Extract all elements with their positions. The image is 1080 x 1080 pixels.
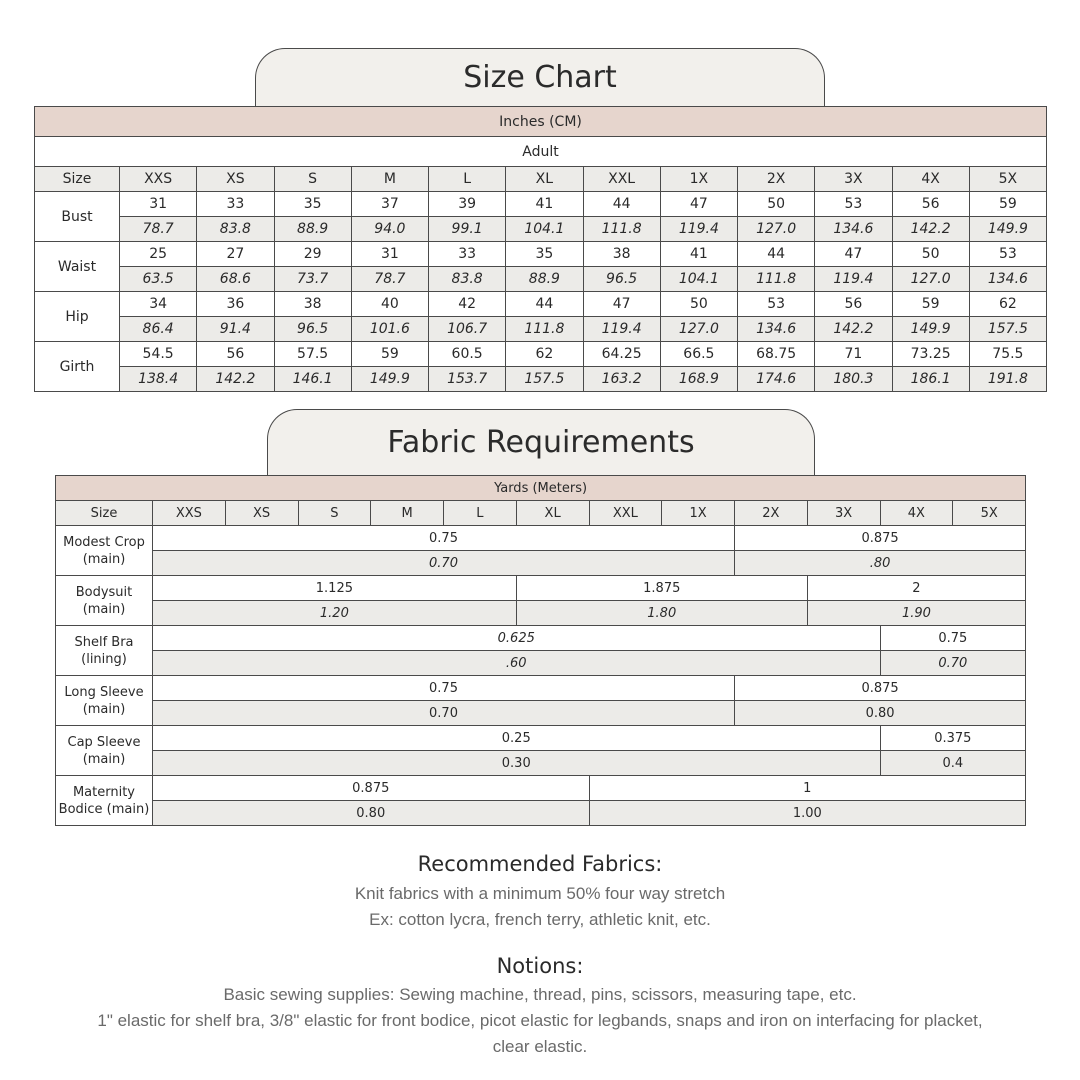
size-chart-cm-cell: 91.4 (197, 317, 274, 342)
fabric-meters-cell: 1.90 (807, 601, 1025, 626)
size-chart-cm-cell: 104.1 (660, 267, 737, 292)
size-chart-cm-cell: 119.4 (583, 317, 660, 342)
fabric-meters-cell: 0.80 (153, 801, 590, 826)
size-chart-cm-cell: 63.5 (120, 267, 197, 292)
size-chart-size-header: 3X (815, 167, 892, 192)
size-chart-inches-cell: 68.75 (738, 342, 815, 367)
fabric-meters-cell: 0.70 (153, 551, 735, 576)
size-chart-inches-cell: 71 (815, 342, 892, 367)
size-chart-title: Size Chart (463, 60, 617, 95)
fabric-size-header: 2X (735, 501, 808, 526)
size-chart-cm-cell: 88.9 (506, 267, 583, 292)
fabric-size-header: 5X (953, 501, 1026, 526)
size-chart-inches-cell: 36 (197, 292, 274, 317)
size-chart-cm-cell: 163.2 (583, 367, 660, 392)
size-chart-cm-cell: 119.4 (660, 217, 737, 242)
fabric-size-header: XXL (589, 501, 662, 526)
size-chart-inches-cell: 62 (969, 292, 1046, 317)
notions-line-2: 1" elastic for shelf bra, 3/8" elastic for front bodice, picot elastic for legbands, snaps and iron on interfacing for placket, (97, 1011, 983, 1030)
size-chart-inches-cell: 56 (815, 292, 892, 317)
fabric-size-header: XXS (153, 501, 226, 526)
size-chart-table (34, 106, 1047, 392)
size-chart-size-header: XS (197, 167, 274, 192)
size-chart-cm-cell: 134.6 (815, 217, 892, 242)
size-chart-cm-cell: 106.7 (429, 317, 506, 342)
size-chart-cm-cell: 142.2 (197, 367, 274, 392)
size-chart-cm-cell: 191.8 (969, 367, 1046, 392)
size-chart-inches-cell: 59 (892, 292, 969, 317)
size-chart-inches-cell: 56 (892, 192, 969, 217)
size-chart-cm-cell: 149.9 (351, 367, 428, 392)
fabric-meters-cell: 1.80 (516, 601, 807, 626)
size-chart-size-header: XL (506, 167, 583, 192)
fabric-meters-cell: .60 (153, 651, 881, 676)
fabric-meters-cell: 0.80 (735, 701, 1026, 726)
size-chart-inches-cell: 29 (274, 242, 351, 267)
size-chart-cm-cell: 83.8 (429, 267, 506, 292)
size-chart-cm-cell: 111.8 (583, 217, 660, 242)
fabric-size-header: 1X (662, 501, 735, 526)
size-chart-row-label: Hip (35, 292, 120, 342)
size-chart-cm-cell: 78.7 (120, 217, 197, 242)
size-chart-cm-cell: 174.6 (738, 367, 815, 392)
notions-line-1: Basic sewing supplies: Sewing machine, thread, pins, scissors, measuring tape, etc. (223, 985, 857, 1004)
size-chart-units-header: Inches (CM) (35, 107, 1047, 137)
size-chart-size-header: 1X (660, 167, 737, 192)
size-chart-cm-cell: 180.3 (815, 367, 892, 392)
size-chart-inches-cell: 44 (583, 192, 660, 217)
size-chart-inches-cell: 57.5 (274, 342, 351, 367)
size-chart-cm-cell: 78.7 (351, 267, 428, 292)
size-chart-cm-cell: 127.0 (738, 217, 815, 242)
fabric-meters-cell: 0.70 (880, 651, 1026, 676)
size-chart-size-header: S (274, 167, 351, 192)
size-chart-inches-cell: 59 (969, 192, 1046, 217)
size-chart-cm-cell: 149.9 (969, 217, 1046, 242)
size-chart-inches-cell: 59 (351, 342, 428, 367)
fabric-title-tab (267, 409, 815, 475)
size-chart-cm-cell: 138.4 (120, 367, 197, 392)
size-chart-inches-cell: 38 (274, 292, 351, 317)
fabric-yards-cell: 0.75 (153, 676, 735, 701)
size-chart-cm-cell: 96.5 (274, 317, 351, 342)
fabric-yards-cell: 0.75 (880, 626, 1026, 651)
size-chart-cm-cell: 127.0 (892, 267, 969, 292)
fabric-meters-cell: 1.20 (153, 601, 517, 626)
size-chart-inches-cell: 62 (506, 342, 583, 367)
size-chart-group-header: Adult (35, 137, 1047, 167)
size-chart-cm-cell: 153.7 (429, 367, 506, 392)
size-chart-cm-cell: 111.8 (506, 317, 583, 342)
size-chart-inches-cell: 31 (351, 242, 428, 267)
size-chart-inches-cell: 44 (738, 242, 815, 267)
size-chart-cm-cell: 94.0 (351, 217, 428, 242)
fabric-yards-cell: 0.375 (880, 726, 1026, 751)
fabric-size-label: Size (56, 501, 153, 526)
size-chart-cm-cell: 157.5 (506, 367, 583, 392)
size-chart-cm-cell: 134.6 (969, 267, 1046, 292)
fabric-size-header: L (444, 501, 517, 526)
size-chart-inches-cell: 33 (429, 242, 506, 267)
size-chart-size-header: 4X (892, 167, 969, 192)
fabric-yards-cell: 0.875 (735, 676, 1026, 701)
size-chart-cm-cell: 104.1 (506, 217, 583, 242)
size-chart-inches-cell: 38 (583, 242, 660, 267)
size-chart-inches-cell: 41 (506, 192, 583, 217)
size-chart-inches-cell: 35 (274, 192, 351, 217)
size-chart-cm-cell: 88.9 (274, 217, 351, 242)
size-chart-inches-cell: 53 (969, 242, 1046, 267)
size-chart-inches-cell: 60.5 (429, 342, 506, 367)
size-chart-inches-cell: 40 (351, 292, 428, 317)
fabric-size-header: 3X (807, 501, 880, 526)
size-chart-inches-cell: 44 (506, 292, 583, 317)
fabric-yards-cell: 1.875 (516, 576, 807, 601)
fabric-meters-cell: 0.30 (153, 751, 881, 776)
fabric-row-label: Bodysuit (main) (56, 576, 153, 626)
fabric-row-label: Modest Crop (main) (56, 526, 153, 576)
size-chart-cm-cell: 68.6 (197, 267, 274, 292)
notions-line-3: clear elastic. (492, 1037, 588, 1056)
size-chart-inches-cell: 41 (660, 242, 737, 267)
size-chart-inches-cell: 31 (120, 192, 197, 217)
size-chart-cm-cell: 134.6 (738, 317, 815, 342)
size-chart-inches-cell: 50 (892, 242, 969, 267)
size-chart-cm-cell: 73.7 (274, 267, 351, 292)
size-chart-inches-cell: 64.25 (583, 342, 660, 367)
size-chart-inches-cell: 75.5 (969, 342, 1046, 367)
size-chart-cm-cell: 168.9 (660, 367, 737, 392)
size-chart-inches-cell: 66.5 (660, 342, 737, 367)
size-chart-cm-cell: 142.2 (815, 317, 892, 342)
fabric-yards-cell: 2 (807, 576, 1025, 601)
recommended-line-1: Knit fabrics with a minimum 50% four way stretch (354, 884, 726, 903)
fabric-yards-cell: 1 (589, 776, 1026, 801)
size-chart-cm-cell: 99.1 (429, 217, 506, 242)
size-chart-cm-cell: 157.5 (969, 317, 1046, 342)
fabric-row-label: Long Sleeve (main) (56, 676, 153, 726)
size-chart-cm-cell: 111.8 (738, 267, 815, 292)
size-chart-size-label: Size (35, 167, 120, 192)
size-chart-inches-cell: 35 (506, 242, 583, 267)
size-chart-inches-cell: 42 (429, 292, 506, 317)
size-chart-cm-cell: 149.9 (892, 317, 969, 342)
fabric-yards-cell: 0.875 (153, 776, 590, 801)
size-chart-inches-cell: 50 (738, 192, 815, 217)
size-chart-cm-cell: 96.5 (583, 267, 660, 292)
fabric-meters-cell: 0.4 (880, 751, 1026, 776)
fabric-meters-cell: 1.00 (589, 801, 1026, 826)
recommended-line-2: Ex: cotton lycra, french terry, athletic knit, etc. (369, 910, 711, 929)
size-chart-inches-cell: 34 (120, 292, 197, 317)
size-chart-inches-cell: 37 (351, 192, 428, 217)
size-chart-inches-cell: 53 (815, 192, 892, 217)
size-chart-size-header: M (351, 167, 428, 192)
fabric-yards-cell: 0.625 (153, 626, 881, 651)
recommended-heading: Recommended Fabrics: (417, 852, 663, 876)
size-chart-cm-cell: 142.2 (892, 217, 969, 242)
size-chart-inches-cell: 53 (738, 292, 815, 317)
fabric-yards-cell: 0.875 (735, 526, 1026, 551)
size-chart-inches-cell: 39 (429, 192, 506, 217)
size-chart-size-header: 5X (969, 167, 1046, 192)
fabric-units-header: Yards (Meters) (56, 476, 1026, 501)
size-chart-inches-cell: 33 (197, 192, 274, 217)
size-chart-row-label: Girth (35, 342, 120, 392)
size-chart-inches-cell: 25 (120, 242, 197, 267)
size-chart-size-header: XXL (583, 167, 660, 192)
fabric-meters-cell: 0.70 (153, 701, 735, 726)
fabric-size-header: XL (516, 501, 589, 526)
fabric-meters-cell: .80 (735, 551, 1026, 576)
size-chart-inches-cell: 27 (197, 242, 274, 267)
size-chart-inches-cell: 47 (583, 292, 660, 317)
fabric-yards-cell: 0.75 (153, 526, 735, 551)
size-chart-inches-cell: 50 (660, 292, 737, 317)
fabric-size-header: S (298, 501, 371, 526)
fabric-yards-cell: 0.25 (153, 726, 881, 751)
size-chart-inches-cell: 47 (660, 192, 737, 217)
fabric-row-label: Shelf Bra (lining) (56, 626, 153, 676)
size-chart-size-header: XXS (120, 167, 197, 192)
fabric-row-label: Maternity Bodice (main) (56, 776, 153, 826)
size-chart-cm-cell: 83.8 (197, 217, 274, 242)
size-chart-title-tab (255, 48, 825, 106)
fabric-size-header: 4X (880, 501, 953, 526)
size-chart-cm-cell: 101.6 (351, 317, 428, 342)
fabric-requirements-table (55, 475, 1026, 826)
size-chart-cm-cell: 146.1 (274, 367, 351, 392)
size-chart-size-header: L (429, 167, 506, 192)
size-chart-cm-cell: 186.1 (892, 367, 969, 392)
size-chart-inches-cell: 54.5 (120, 342, 197, 367)
fabric-size-header: XS (225, 501, 298, 526)
size-chart-size-header: 2X (738, 167, 815, 192)
size-chart-inches-cell: 73.25 (892, 342, 969, 367)
size-chart-cm-cell: 86.4 (120, 317, 197, 342)
size-chart-cm-cell: 127.0 (660, 317, 737, 342)
size-chart-cm-cell: 119.4 (815, 267, 892, 292)
size-chart-row-label: Waist (35, 242, 120, 292)
size-chart-inches-cell: 47 (815, 242, 892, 267)
size-chart-row-label: Bust (35, 192, 120, 242)
size-chart-inches-cell: 56 (197, 342, 274, 367)
fabric-yards-cell: 1.125 (153, 576, 517, 601)
fabric-row-label: Cap Sleeve (main) (56, 726, 153, 776)
fabric-size-header: M (371, 501, 444, 526)
notions-heading: Notions: (496, 954, 584, 978)
fabric-title: Fabric Requirements (387, 425, 695, 460)
